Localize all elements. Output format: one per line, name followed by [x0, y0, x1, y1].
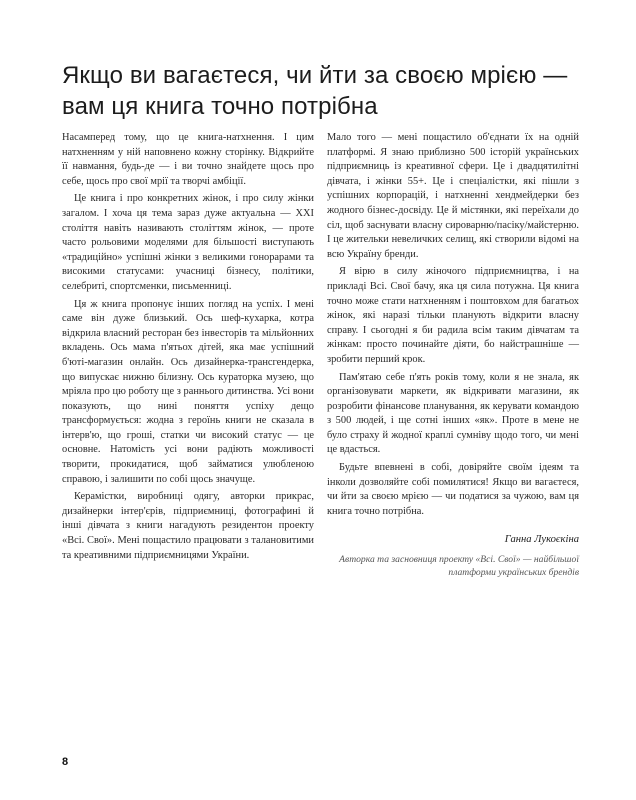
signature-block [327, 533, 579, 579]
page-title [62, 60, 582, 122]
page-number: 8 [62, 756, 69, 768]
paragraph: Пам'ятаю себе п'ять років тому, коли я не знала, як організовувати маркети, як відкривати магазини, як розробити фінансове планування, як керувати командою з 500 людей, і ще сотні інших «як». Проте в мене не було страху й жодної краплі сумніву щодо того, чи мені це вдасться. [327, 371, 579, 456]
paragraph: Ця ж книга пропонує інших погляд на успіх. І мені саме він дуже близький. Ось шеф-кухарка, котра відкрила власний ресторан без інвесторів та мільйонних вкладень. Ось мама п'ятьох дітей, яка має успішний б'юті-магазин онлайн. Ось дизайнерка-трансгендерка, що випускає нижню білизну. Ось кураторка музею, що мріяла про цю роботу ще з раннього дитинства. Усі вони показують, що нині поняття успіху дещо трансформується: жодна з героїнь книги не сказала в інтерв'ю, що гроші, статки чи високий статус — це основне. Натомість усі вони радіють можливості творити, прокидатися, щоб займатися улюбленою справою, і залишити по собі щось значуще. [62, 298, 314, 485]
paragraph: Будьте впевнені в собі, довіряйте своїм ідеям та інколи дозволяйте собі помилятися! Якщо ви вагаєтеся, чи йти за своєю мрією — чи податися за чужою, вам ця книга точно потрібна. [327, 462, 579, 517]
paragraph: Мало того — мені пощастило об'єднати їх на одній платформі. Я знаю приблизно 500 історій українських підприємниць із креативної сфери. Це і двадцятилітні дівчата, і жінки 55+. Це і спеціалістки, які пішли з успішних корпорацій, і натхненні хендмейдерки без жодного бізнес-досвіду. Це й містянки, які переїхали до сіл, щоб заснувати власну сироварню/пасіку/майстерню. І це жительки невеличких селищ, які створили відомі на всю Україну бренди. [327, 132, 579, 260]
paragraph: Насамперед тому, що це книга-натхнення. І цим натхненням у ній наповнено кожну сторінку. Відкрийте її навмання, будь-де — і ви точно знайдете щось про себе, щось про свої мрії та творчі амбіції. [62, 132, 314, 187]
left-text-column [62, 131, 314, 566]
paragraph: Це книга і про конкретних жінок, і про силу жінки загалом. І хоча ця тема зараз дуже актуальна — XXI століття навіть називають століттям жінок, — проте часто рольовими моделями для більшості виступають «традиційно» успішні жінки з великими гонорарами та високими статусами: учасниці бізнесу, політики, селебриті, спортсменки, письменниці. [62, 193, 314, 292]
title-line-1: Якщо ви вагаєтеся, чи йти за своєю мрією — [62, 62, 568, 89]
paragraph: Я вірю в силу жіночого підприємництва, і на прикладі Всі. Свої бачу, яка ця сила потужна. Ця книга точно може стати натхненням і поштовхом для багатьох жінок, які наразі тільки планують відкрити власну справу. І сьогодні я би радила всім таким дівчатам та жінкам: просто починайте діяти, бо найстрашніше — зробити перший крок. [327, 266, 579, 365]
signature-role: Авторка та засновниця проекту «Всі. Свої» — найбільшої платформи українських брендів [339, 554, 579, 579]
paragraph: Керамістки, виробниці одягу, авторки прикрас, дизайнерки інтер'єрів, підприємниці, фотографині й інші дівчата з книги нагадують резидентон проекту «Всі. Свої». Мені пощастило працювати з талановитими та креативними підприємницями України. [62, 491, 314, 561]
signature-name: Ганна Лукоєкіна [504, 534, 579, 546]
right-text-column [327, 131, 579, 579]
title-line-2: вам ця книга точно потрібна [62, 93, 378, 120]
